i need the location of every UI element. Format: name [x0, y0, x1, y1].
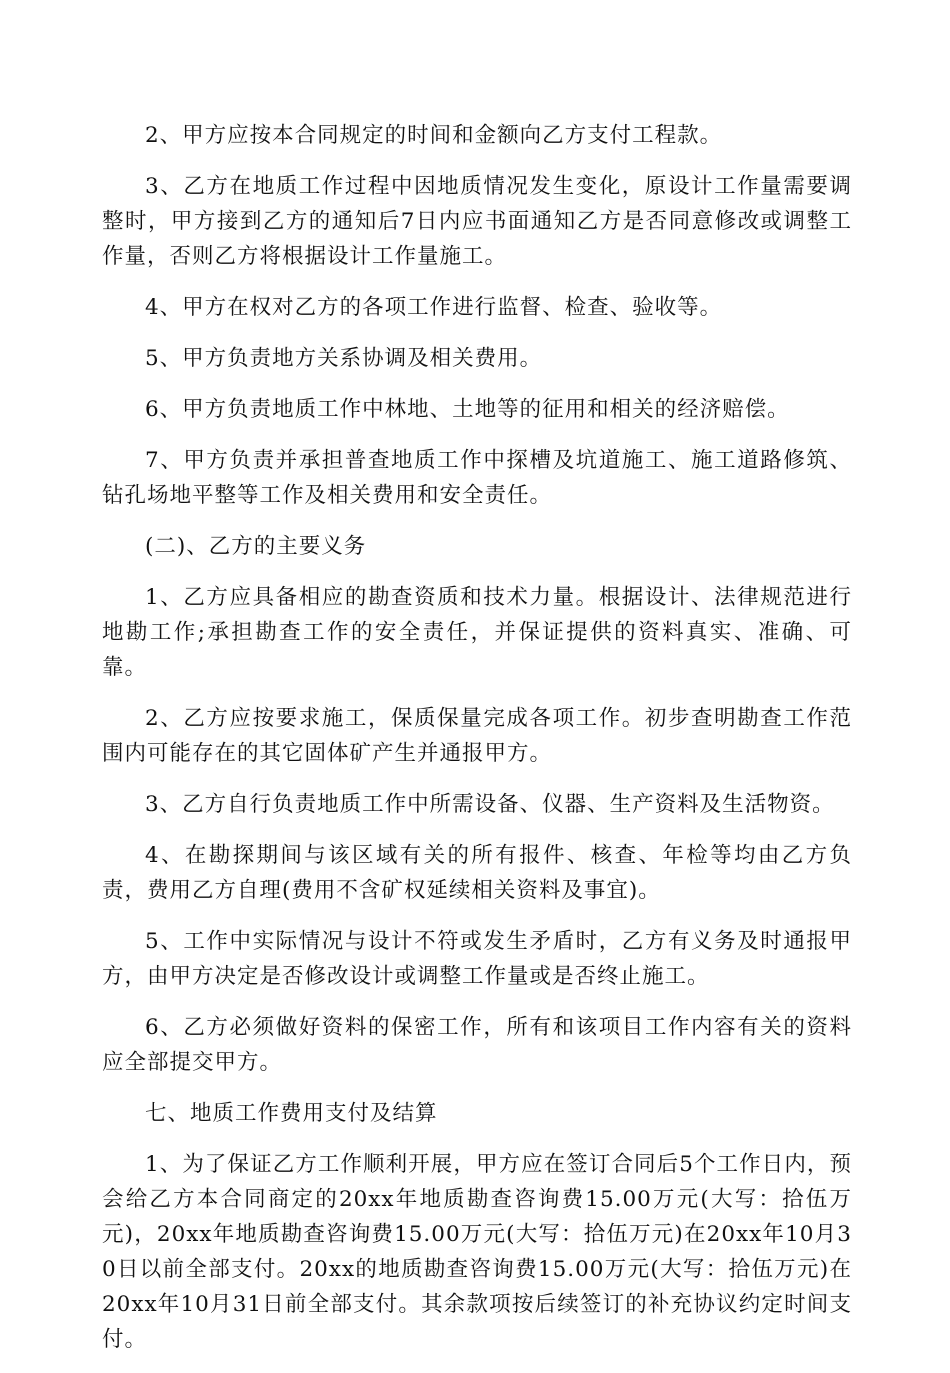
section-heading-party-b-obligations: (二)、乙方的主要义务	[145, 534, 367, 559]
paragraph-clause-a3: 3、乙方在地质工作过程中因地质情况发生变化，原设计工作量需要调整时，甲方接到乙方的通知后7日内应书面通知乙方是否同意修改或调整工作量，否则乙方将根据设计工作量施工。	[102, 174, 852, 269]
paragraph-clause-b2: 2、乙方应按要求施工，保质保量完成各项工作。初步查明勘查工作范围内可能存在的其它固体矿产生并通报甲方。	[102, 706, 852, 766]
paragraph-clause-b1: 1、乙方应具备相应的勘查资质和技术力量。根据设计、法律规范进行地勘工作;承担勘查工作的安全责任，并保证提供的资料真实、准确、可靠。	[102, 585, 852, 680]
paragraph-clause-b6: 6、乙方必须做好资料的保密工作，所有和该项目工作内容有关的资料应全部提交甲方。	[102, 1015, 852, 1075]
document-body	[102, 118, 852, 1373]
paragraph-clause-a2: 2、甲方应按本合同规定的时间和金额向乙方支付工程款。	[145, 123, 723, 148]
paragraph-clause-b4: 4、在勘探期间与该区域有关的所有报件、核查、年检等均由乙方负责，费用乙方自理(费用不含矿权延续相关资料及事宜)。	[102, 843, 852, 903]
paragraph-clause-b3: 3、乙方自行负责地质工作中所需设备、仪器、生产资料及生活物资。	[145, 792, 835, 817]
paragraph-clause-b5: 5、工作中实际情况与设计不符或发生矛盾时，乙方有义务及时通报甲方，由甲方决定是否修改设计或调整工作量或是否终止施工。	[102, 929, 852, 989]
paragraph-clause-a6: 6、甲方负责地质工作中林地、土地等的征用和相关的经济赔偿。	[145, 397, 790, 422]
paragraph-clause-a7: 7、甲方负责并承担普查地质工作中探槽及坑道施工、施工道路修筑、钻孔场地平整等工作及相关费用和安全责任。	[102, 448, 852, 508]
paragraph-clause-a5: 5、甲方负责地方关系协调及相关费用。	[145, 346, 543, 371]
paragraph-payment-1: 1、为了保证乙方工作顺利开展，甲方应在签订合同后5个工作日内，预会给乙方本合同商定的20xx年地质勘查咨询费15.00万元(大写：拾伍万元)，20xx年地质勘查咨询费15.00万元(大写：拾伍万元)在20xx年10月30日以前全部支付。20xx的地质勘查咨询费15.00万元(大写：拾伍万元)在20xx年10月31日前全部支付。其余款项按后续签订的补充协议约定时间支付。	[102, 1152, 852, 1352]
paragraph-clause-a4: 4、甲方在权对乙方的各项工作进行监督、检查、验收等。	[145, 295, 723, 320]
section-heading-payment: 七、地质工作费用支付及结算	[145, 1101, 438, 1126]
